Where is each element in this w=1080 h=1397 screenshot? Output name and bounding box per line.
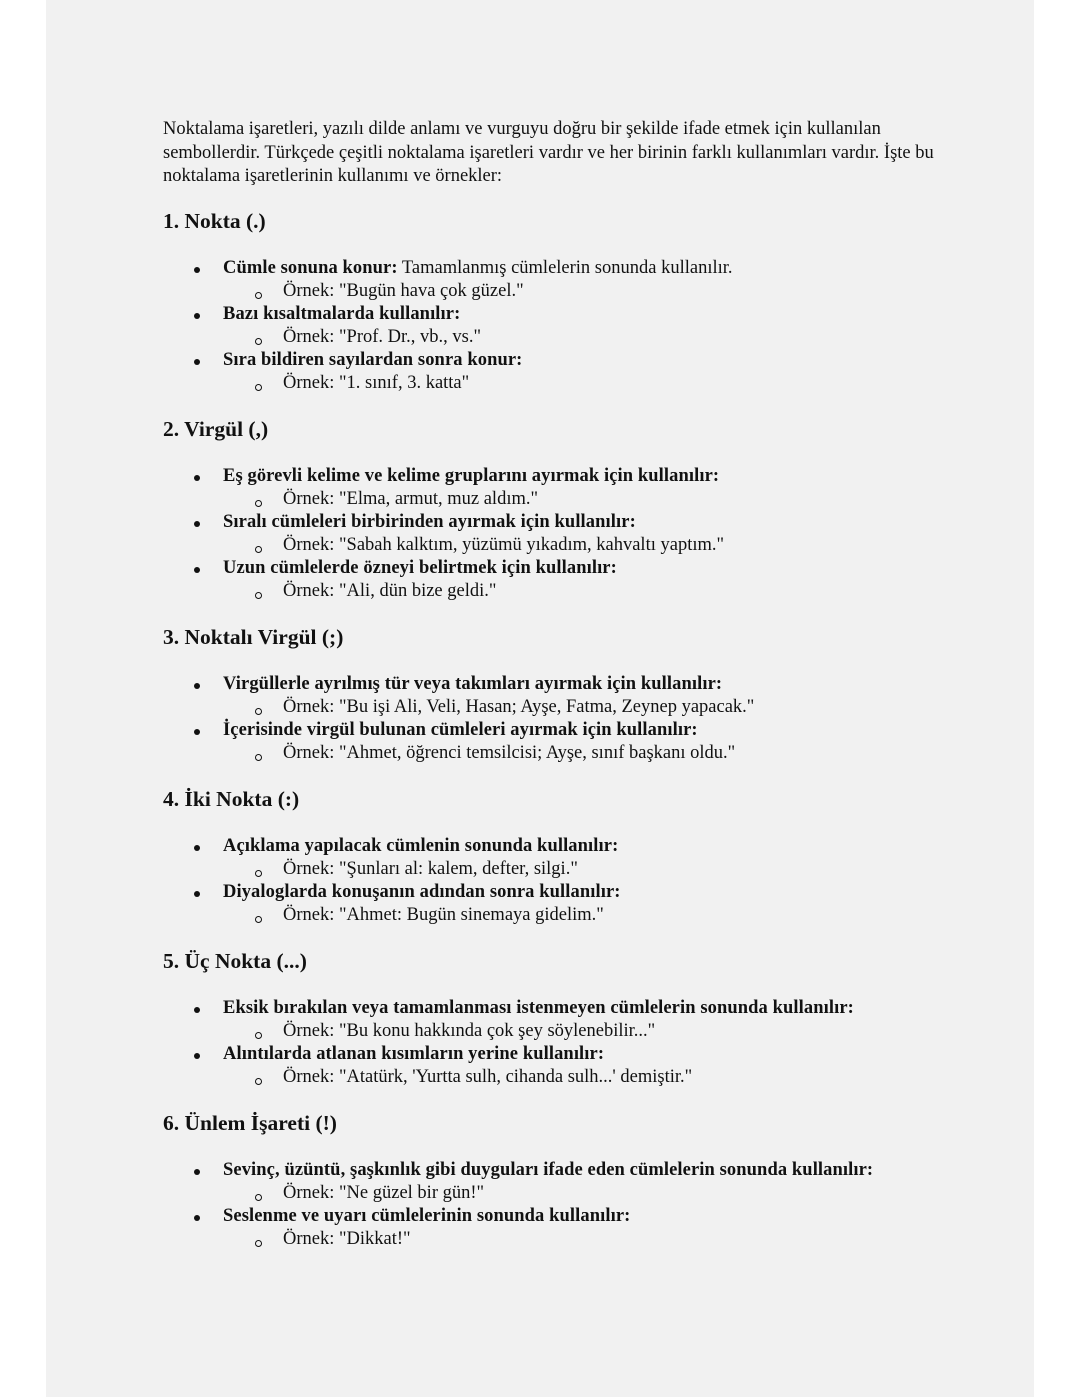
rule-item xyxy=(163,1159,963,1205)
example-text: Örnek: "Elma, armut, muz aldım." xyxy=(283,488,539,509)
example-text: Örnek: "Ahmet: Bugün sinemaya gidelim." xyxy=(283,904,604,925)
example-item xyxy=(223,280,963,303)
rule-lead: Diyaloglarda konuşanın adından sonra kullanılır: xyxy=(223,881,621,902)
example-list xyxy=(223,742,963,765)
example-text: Örnek: "Dikkat!" xyxy=(283,1228,411,1249)
rule-text: Tamamlanmış cümlelerin sonunda kullanılır. xyxy=(397,257,733,278)
example-text: Örnek: "Sabah kalktım, yüzümü yıkadım, kahvaltı yaptım." xyxy=(283,534,725,555)
circle-bullet-icon xyxy=(255,1194,262,1201)
example-text: Örnek: "Bugün hava çok güzel." xyxy=(283,280,524,301)
example-list xyxy=(223,326,963,349)
rule-item xyxy=(163,881,963,927)
document-page xyxy=(46,0,1034,1397)
example-item xyxy=(223,696,963,719)
bullet-icon xyxy=(194,313,200,319)
rule-lead: Açıklama yapılacak cümlenin sonunda kullanılır: xyxy=(223,835,619,856)
circle-bullet-icon xyxy=(255,292,262,299)
example-text: Örnek: "Prof. Dr., vb., vs." xyxy=(283,326,482,347)
bullet-icon xyxy=(194,1053,200,1059)
example-list xyxy=(223,372,963,395)
example-text: Örnek: "Bu konu hakkında çok şey söylenebilir..." xyxy=(283,1020,656,1041)
bullet-icon xyxy=(194,845,200,851)
rule-item xyxy=(163,303,963,349)
rule-item xyxy=(163,257,963,303)
example-item xyxy=(223,742,963,765)
rule-item xyxy=(163,557,963,603)
example-item xyxy=(223,1066,963,1089)
document-content xyxy=(163,118,963,1272)
bullet-icon xyxy=(194,567,200,573)
bullet-icon xyxy=(194,359,200,365)
example-list xyxy=(223,858,963,881)
example-text: Örnek: "1. sınıf, 3. katta" xyxy=(283,372,470,393)
example-item xyxy=(223,326,963,349)
rule-item xyxy=(163,719,963,765)
rule-item xyxy=(163,997,963,1043)
bullet-icon xyxy=(194,729,200,735)
example-text: Örnek: "Bu işi Ali, Veli, Hasan; Ayşe, Fatma, Zeynep yapacak." xyxy=(283,696,755,717)
example-text: Örnek: "Şunları al: kalem, defter, silgi." xyxy=(283,858,578,879)
rule-lead: Sevinç, üzüntü, şaşkınlık gibi duyguları ifade eden cümlelerin sonunda kullanılır: xyxy=(223,1159,874,1180)
rule-lead: Eksik bırakılan veya tamamlanması istenmeyen cümlelerin sonunda kullanılır: xyxy=(223,997,854,1018)
example-item xyxy=(223,904,963,927)
rule-lead: Cümle sonuna konur: xyxy=(223,257,398,278)
rule-lead: Alıntılarda atlanan kısımların yerine kullanılır: xyxy=(223,1043,605,1064)
example-item xyxy=(223,534,963,557)
rule-lead: Seslenme ve uyarı cümlelerinin sonunda kullanılır: xyxy=(223,1205,631,1226)
circle-bullet-icon xyxy=(255,1078,262,1085)
example-list xyxy=(223,1066,963,1089)
rule-list xyxy=(163,1159,963,1251)
example-list xyxy=(223,534,963,557)
example-list xyxy=(223,580,963,603)
example-item xyxy=(223,1228,963,1251)
example-item xyxy=(223,1182,963,1205)
circle-bullet-icon xyxy=(255,546,262,553)
bullet-icon xyxy=(194,1007,200,1013)
rule-item xyxy=(163,835,963,881)
example-list xyxy=(223,904,963,927)
section-heading: 1. Nokta (.) xyxy=(163,208,266,233)
circle-bullet-icon xyxy=(255,870,262,877)
rule-item xyxy=(163,1205,963,1251)
bullet-icon xyxy=(194,1169,200,1175)
rule-lead: Virgüllerle ayrılmış tür veya takımları ayırmak için kullanılır: xyxy=(223,673,723,694)
rule-item xyxy=(163,673,963,719)
section-heading: 6. Ünlem İşareti (!) xyxy=(163,1110,337,1135)
example-item xyxy=(223,858,963,881)
rule-list xyxy=(163,465,963,603)
bullet-icon xyxy=(194,1215,200,1221)
example-item xyxy=(223,488,963,511)
bullet-icon xyxy=(194,521,200,527)
example-list xyxy=(223,1182,963,1205)
example-list xyxy=(223,280,963,303)
rule-item xyxy=(163,1043,963,1089)
circle-bullet-icon xyxy=(255,592,262,599)
rule-list xyxy=(163,673,963,765)
bullet-icon xyxy=(194,267,200,273)
sections-container xyxy=(163,208,963,1251)
section-heading: 2. Virgül (,) xyxy=(163,416,269,441)
circle-bullet-icon xyxy=(255,1032,262,1039)
rule-lead: Eş görevli kelime ve kelime gruplarını ayırmak için kullanılır: xyxy=(223,465,720,486)
rule-lead: Bazı kısaltmalarda kullanılır: xyxy=(223,303,461,324)
example-text: Örnek: "Ne güzel bir gün!" xyxy=(283,1182,485,1203)
example-text: Örnek: "Ali, dün bize geldi." xyxy=(283,580,497,601)
circle-bullet-icon xyxy=(255,338,262,345)
rule-item xyxy=(163,511,963,557)
circle-bullet-icon xyxy=(255,384,262,391)
section-heading: 3. Noktalı Virgül (;) xyxy=(163,624,344,649)
example-list xyxy=(223,696,963,719)
rule-lead: Sıra bildiren sayılardan sonra konur: xyxy=(223,349,523,370)
rule-list xyxy=(163,835,963,927)
rule-lead: Uzun cümlelerde özneyi belirtmek için kullanılır: xyxy=(223,557,617,578)
example-item xyxy=(223,1020,963,1043)
example-item xyxy=(223,580,963,603)
example-item xyxy=(223,372,963,395)
bullet-icon xyxy=(194,683,200,689)
circle-bullet-icon xyxy=(255,1240,262,1247)
bullet-icon xyxy=(194,475,200,481)
circle-bullet-icon xyxy=(255,754,262,761)
example-text: Örnek: "Ahmet, öğrenci temsilcisi; Ayşe, sınıf başkanı oldu." xyxy=(283,742,736,763)
rule-item xyxy=(163,465,963,511)
rule-lead: İçerisinde virgül bulunan cümleleri ayırmak için kullanılır: xyxy=(223,719,698,740)
rule-item xyxy=(163,349,963,395)
rule-list xyxy=(163,997,963,1089)
section-heading: 5. Üç Nokta (...) xyxy=(163,948,307,973)
circle-bullet-icon xyxy=(255,916,262,923)
circle-bullet-icon xyxy=(255,708,262,715)
example-list xyxy=(223,488,963,511)
example-text: Örnek: "Atatürk, 'Yurtta sulh, cihanda sulh...' demiştir." xyxy=(283,1066,693,1087)
section-heading: 4. İki Nokta (:) xyxy=(163,786,300,811)
example-list xyxy=(223,1020,963,1043)
circle-bullet-icon xyxy=(255,500,262,507)
intro-paragraph: Noktalama işaretleri, yazılı dilde anlamı ve vurguyu doğru bir şekilde ifade etmek için kullanılan sembollerdir. Türkçede çeşitli noktalama işaretleri vardır ve her birinin farklı kullanımları vardır. İşte bu noktalama işaretlerinin kullanımı ve örnekler: xyxy=(163,119,934,186)
rule-lead: Sıralı cümleleri birbirinden ayırmak için kullanılır: xyxy=(223,511,636,532)
bullet-icon xyxy=(194,891,200,897)
example-list xyxy=(223,1228,963,1251)
rule-list xyxy=(163,257,963,395)
